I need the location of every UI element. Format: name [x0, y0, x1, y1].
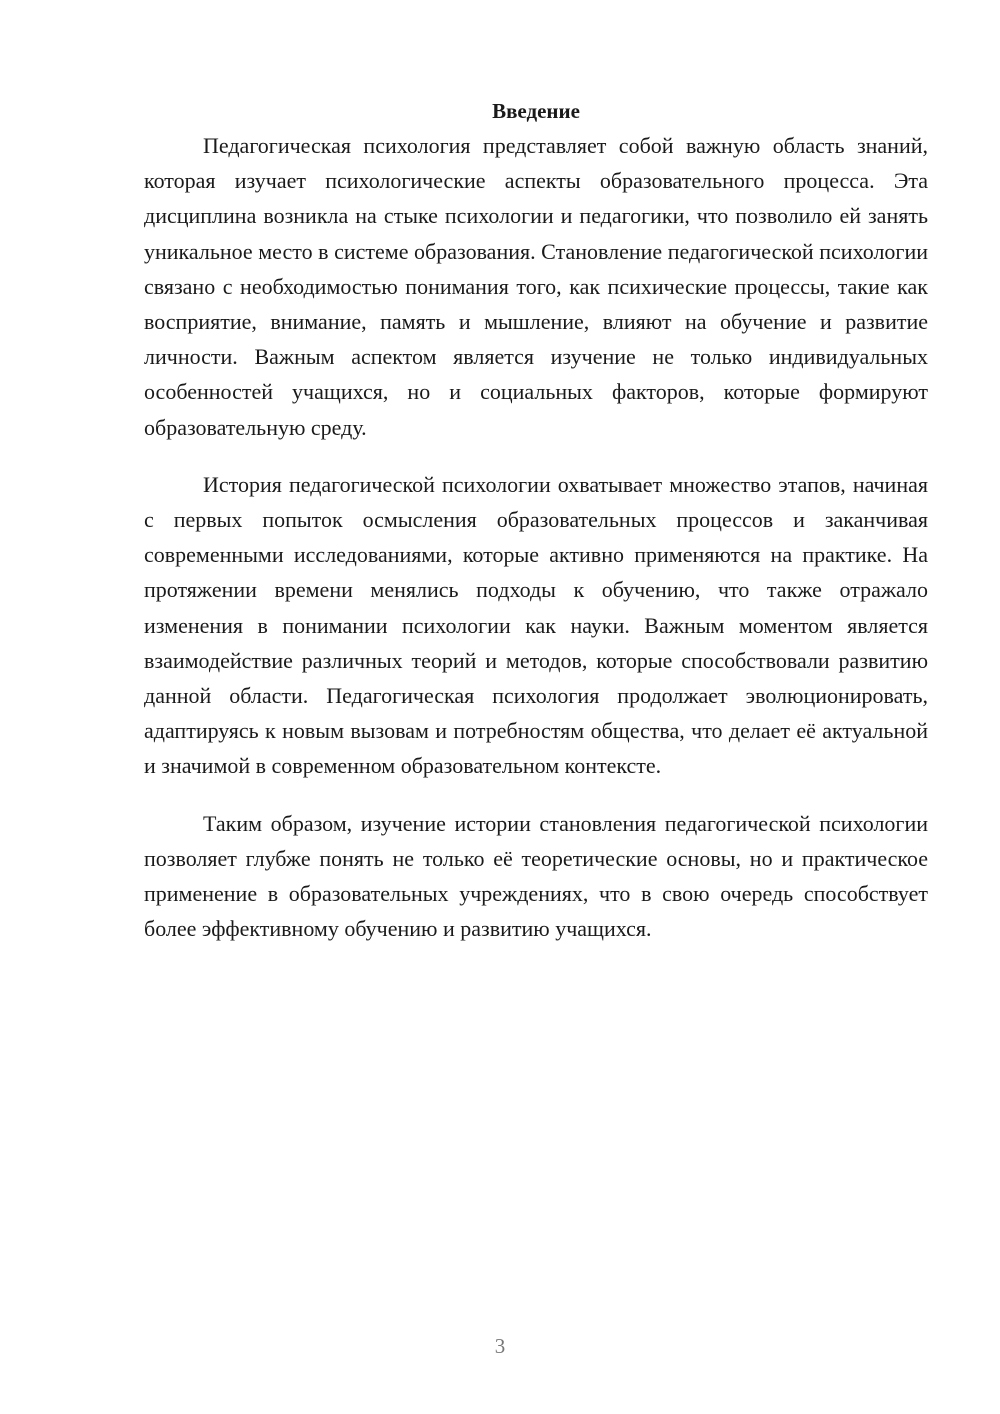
- paragraph-history: История педагогической психологии охватывает множество этапов, начиная с первых попыток осмысления образовательных процессов и заканчивая современными исследованиями, которые активно применяются на практике. На протяжении времени менялись подходы к обучению, что также отражало изменения в понимании психологии как науки. Важным моментом является взаимодействие различных теорий и методов, которые способствовали развитию данной области. Педагогическая психология продолжает эволюционировать, адаптируясь к новым вызовам и потребностям общества, что делает её актуальной и значимой в современном образовательном контексте.: [144, 471, 928, 779]
- page-content: [144, 96, 928, 968]
- paragraph-conclusion: Таким образом, изучение истории становления педагогической психологии позволяет глубже понять не только её теоретические основы, но и практическое применение в образовательных учреждениях, что в свою очередь способствует более эффективному обучению и развитию учащихся.: [144, 810, 928, 942]
- paragraph-intro: Педагогическая психология представляет собой важную область знаний, которая изучает психологические аспекты образовательного процесса. Эта дисциплина возникла на стыке психологии и педагогики, что позволило ей занять уникальное место в системе образования. Становление педагогической психологии связано с необходимостью понимания того, как психические процессы, такие как восприятие, внимание, память и мышление, влияют на обучение и развитие личности. Важным аспектом является изучение не только индивидуальных особенностей учащихся, но и социальных факторов, которые формируют образовательную среду.: [144, 133, 928, 440]
- page-number: 3: [494, 1334, 506, 1358]
- section-heading: Введение: [492, 99, 580, 123]
